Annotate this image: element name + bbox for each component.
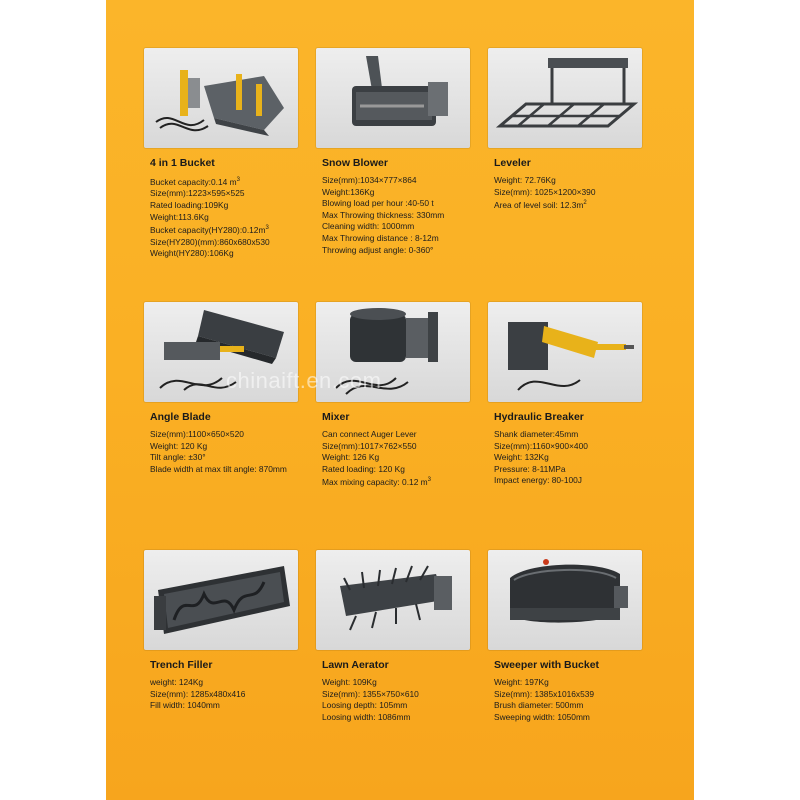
spec-line: Size(HY280)(mm):860x680x530 [150,236,270,247]
spec-line: Size(mm): 1355×750×610 [322,688,419,699]
product-title: Trench Filler [150,659,213,671]
spec-line: Weight: 109Kg [322,677,377,687]
leveler-photo [488,48,642,148]
spec-line: Impact energy: 80-100J [494,475,582,486]
spec-line: Blade width at max tilt angle: 870mm [150,463,287,474]
product-title: Snow Blower [322,157,388,169]
spec-line: Size(mm): 1285x480x416 [150,688,246,699]
product-card-snow-blower [316,48,474,256]
spec-line: Weight: 132Kg [494,452,549,463]
spec-line: Loosing width: 1086mm [322,711,411,722]
catalog-page [106,0,694,800]
spec-line: Area of level soil: $12.3m^2$ [494,199,587,210]
spec-line: Bucket $capacity(HY280):0.12m^3$ [150,224,269,235]
spec-line: Fill width: 1040mm [150,700,220,711]
spec-line: Size(mm): 1025×1200×390 [494,186,596,197]
product-card-4-in-1-bucket [144,48,302,260]
spec-line: Weight:113.6Kg [150,211,209,222]
spec-line: Size(mm):1223×595×525 [150,188,245,199]
spec-line: Blowing load per hour :40-50 t [322,198,434,209]
spec-line: Size(mm):1100×650×520 [150,429,244,439]
spec-line: Size(mm):1017×762×550 [322,440,417,451]
snow-blower-photo [316,48,470,148]
product-card-lawn-aerator [316,550,474,723]
product-title: 4 in 1 Bucket [150,157,215,169]
spec-line: Size(mm):1034×777×864 [322,175,417,185]
spec-line: Tilt angle: ±30° [150,452,206,463]
spec-line: Max Throwing thickness: 330mm [322,209,445,220]
watermark-text: chinaift.en.com [226,368,382,393]
product-title: Hydraulic Breaker [494,411,584,423]
spec-line: Brush diameter: 500mm [494,700,584,711]
product-card-mixer [316,302,474,489]
product-card-hydraulic-breaker [488,302,646,487]
spec-line: Size(mm):1160×900×400 [494,440,588,451]
spec-line: weight: 124Kg [150,677,204,687]
product-card-trench-filler [144,550,302,712]
spec-line: Pressure: 8-11MPa [494,463,566,474]
spec-line: Weight: 120 Kg [150,440,208,451]
spec-line: Rated loading: 120 Kg [322,463,405,474]
hydraulic-breaker-photo [488,302,642,402]
product-title: Lawn Aerator [322,659,389,671]
spec-line: Rated loading:109Kg [150,199,229,210]
spec-line: Throwing adjust angle: 0-360° [322,244,434,255]
product-title: Leveler [494,157,531,169]
trench-filler-photo [144,550,298,650]
product-title: Mixer [322,411,350,423]
product-title: Angle Blade [150,411,211,423]
angle-blade-photo [144,302,298,402]
spec-line: Weight(HY280):106Kg [150,248,234,259]
spec-line: Weight:136Kg [322,186,375,197]
spec-line: Shank diameter:45mm [494,429,579,439]
spec-line: Loosing depth: 105mm [322,700,408,711]
four-in-one-bucket-photo [144,48,298,148]
spec-line: Weight: 126 Kg [322,452,380,463]
mixer-photo [316,302,470,402]
spec-line: Cleaning width: 1000mm [322,221,415,232]
spec-line: Sweeping width: 1050mm [494,711,590,722]
lawn-aerator-photo [316,550,470,650]
spec-line: Weight: 72.76Kg [494,175,556,185]
spec-line: Max mixing capacity: 0.12 $m^3$ [322,477,432,488]
sweeper-with-bucket-photo [488,550,642,650]
spec-line: Bucket capacity:0.14 $m^3$ [150,176,240,187]
spec-line: Max Throwing distance : 8-12m [322,232,439,243]
product-card-leveler [488,48,646,212]
product-title: Sweeper with Bucket [494,659,600,671]
product-card-sweeper-with-bucket [488,550,646,723]
spec-line: Size(mm): 1385x1016x539 [494,688,595,699]
product-card-angle-blade [144,302,302,475]
spec-line: Weight: 197Kg [494,677,549,687]
spec-line: Can connect Auger Lever [322,429,417,439]
